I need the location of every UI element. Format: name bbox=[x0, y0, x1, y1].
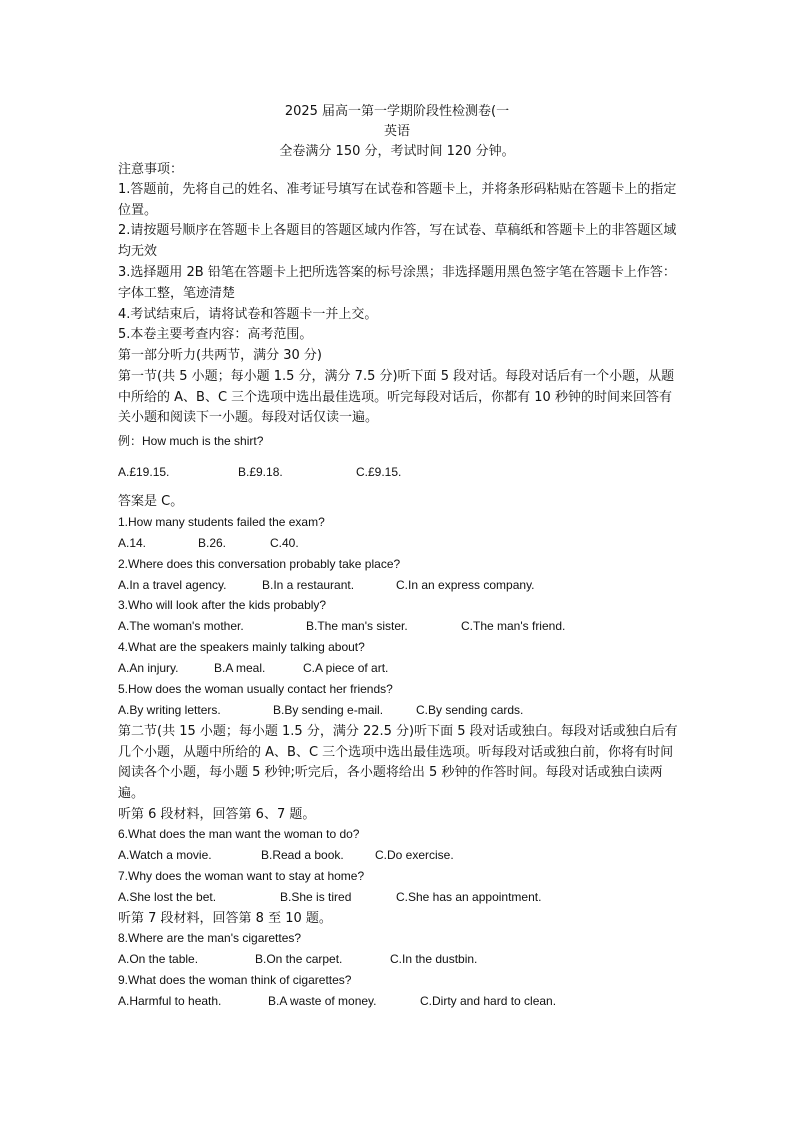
note-item-2: 2.请按题号顺序在答题卡上各题目的答题区域内作答，写在试卷、草稿纸和答题卡上的非答题区域均无效 bbox=[118, 223, 677, 259]
option-b: B.In a restaurant. bbox=[262, 578, 355, 592]
section2-instructions: 第二节(共 15 小题；每小题 1.5 分，满分 22.5 分)听下面 5 段对话或独白。每段对话或独白后有几个小题，从题中所给的 A、B、C 三个选项中选出最佳选项。听每段对话或独白前，你将有时间阅读各个小题，每小题 5 秒钟;听完后，各小题将给出 5 秒钟的作答时间。每段对话或独白读两遍。 bbox=[118, 724, 678, 801]
example-question: 例：How much is the shirt? bbox=[118, 434, 264, 448]
question-5: 5.How does the woman usually contact her friends? bbox=[118, 682, 393, 696]
option-b: B.By sending e-mail. bbox=[273, 703, 384, 717]
question-1: 1.How many students failed the exam? bbox=[118, 515, 325, 529]
question-7: 7.Why does the woman want to stay at home? bbox=[118, 869, 365, 883]
option-c: C.Dirty and hard to clean. bbox=[420, 994, 557, 1008]
option-a: A.On the table. bbox=[118, 952, 199, 966]
question-4: 4.What are the speakers mainly talking about? bbox=[118, 640, 365, 654]
option-b: B.She is tired bbox=[280, 890, 352, 904]
option-a: A.The woman's mother. bbox=[118, 619, 244, 633]
option-a: A.She lost the bet. bbox=[118, 890, 217, 904]
option-b: B.£9.18. bbox=[238, 465, 283, 479]
note-item-4: 4.考试结束后，请将试卷和答题卡一并上交。 bbox=[118, 307, 378, 322]
option-b: B.A waste of money. bbox=[268, 994, 377, 1008]
question-6: 6.What does the man want the woman to do? bbox=[118, 827, 360, 841]
option-a: A.An injury. bbox=[118, 661, 179, 675]
option-b: B.Read a book. bbox=[261, 848, 344, 862]
option-a: A.Watch a movie. bbox=[118, 848, 212, 862]
option-b: B.The man's sister. bbox=[306, 619, 408, 633]
option-b: B.26. bbox=[198, 536, 227, 550]
option-b: B.A meal. bbox=[214, 661, 266, 675]
subject-title: 英语 bbox=[383, 124, 410, 139]
option-a: A.By writing letters. bbox=[118, 703, 221, 717]
material-6-note: 听第 6 段材料，回答第 6、7 题。 bbox=[118, 807, 316, 822]
option-a: A.£19.15. bbox=[118, 465, 170, 479]
note-item-1: 1.答题前，先将自己的姓名、准考证号填写在试卷和答题卡上，并将条形码粘贴在答题卡上的指定位置。 bbox=[118, 182, 677, 218]
question-8: 8.Where are the man's cigarettes? bbox=[118, 931, 302, 945]
option-c: C.40. bbox=[270, 536, 299, 550]
material-7-note: 听第 7 段材料，回答第 8 至 10 题。 bbox=[118, 911, 332, 926]
option-c: C.£9.15. bbox=[356, 465, 402, 479]
note-item-5: 5.本卷主要考查内容：高考范围。 bbox=[118, 327, 313, 342]
option-c: C.Do exercise. bbox=[375, 848, 454, 862]
option-c: C.In an express company. bbox=[396, 578, 535, 592]
exam-title: 2025 届高一第一学期阶段性检测卷(一 bbox=[284, 104, 510, 119]
section1-instructions: 第一节(共 5 小题；每小题 1.5 分，满分 7.5 分)听下面 5 段对话。每段对话后有一个小题，从题中所给的 A、B、C 三个选项中选出最佳选项。听完每段对话后，你都有 10 秒钟的时间来回答有关小题和阅读下一小题。每段对话仅读一遍。 bbox=[118, 369, 675, 426]
example-answer: 答案是 C。 bbox=[118, 494, 184, 509]
question-3: 3.Who will look after the kids probably? bbox=[118, 598, 327, 612]
option-c: C.A piece of art. bbox=[303, 661, 389, 675]
option-c: C.By sending cards. bbox=[416, 703, 524, 717]
question-2: 2.Where does this conversation probably take place? bbox=[118, 557, 401, 571]
option-a: A.Harmful to heath. bbox=[118, 994, 222, 1008]
notes-heading: 注意事项： bbox=[118, 162, 184, 177]
option-c: C.The man's friend. bbox=[461, 619, 566, 633]
option-a: A.14. bbox=[118, 536, 147, 550]
exam-info: 全卷满分 150 分，考试时间 120 分钟。 bbox=[279, 144, 515, 159]
part1-title: 第一部分听力(共两节，满分 30 分) bbox=[118, 348, 322, 363]
option-c: C.In the dustbin. bbox=[390, 952, 478, 966]
question-9: 9.What does the woman think of cigarettes? bbox=[118, 973, 352, 987]
option-b: B.On the carpet. bbox=[255, 952, 343, 966]
option-c: C.She has an appointment. bbox=[396, 890, 542, 904]
note-item-3: 3.选择题用 2B 铅笔在答题卡上把所选答案的标号涂黑；非选择题用黑色签字笔在答题卡上作答：字体工整，笔迹清楚 bbox=[118, 265, 676, 301]
option-a: A.In a travel agency. bbox=[118, 578, 227, 592]
